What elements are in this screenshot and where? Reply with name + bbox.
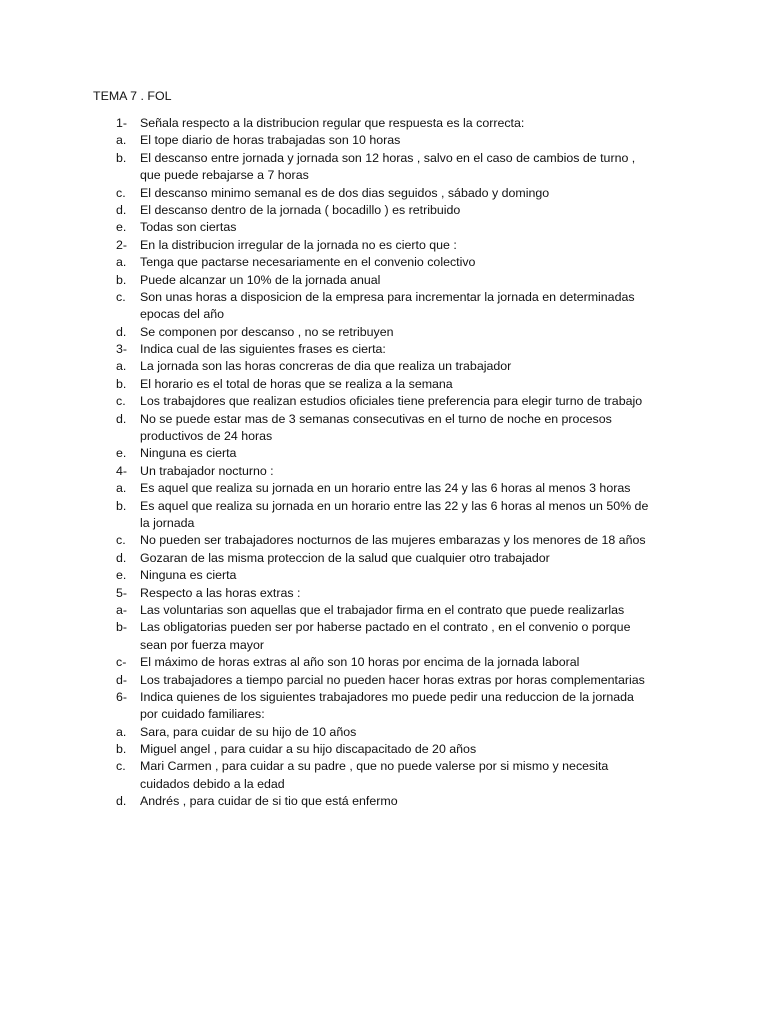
list-item bbox=[0, 341, 768, 358]
item-text: En la distribucion irregular de la jornada no es cierto que : bbox=[140, 237, 457, 252]
list-item bbox=[0, 724, 768, 741]
list-item bbox=[0, 237, 768, 254]
list-item bbox=[0, 254, 768, 271]
item-marker: 4- bbox=[116, 463, 128, 478]
item-text: por cuidado familiares: bbox=[140, 707, 265, 722]
item-marker: c. bbox=[116, 533, 126, 548]
list-item bbox=[0, 793, 768, 810]
item-text: Las voluntarias son aquellas que el trabajador firma en el contrato que puede realizarlas bbox=[140, 602, 625, 617]
item-marker: d. bbox=[116, 324, 127, 339]
item-text: Gozaran de las misma proteccion de la salud que cualquier otro trabajador bbox=[140, 550, 550, 565]
list-item-continuation bbox=[0, 167, 768, 184]
item-marker: c. bbox=[116, 185, 126, 200]
list-item bbox=[0, 532, 768, 549]
item-marker: b. bbox=[116, 742, 127, 757]
item-text: El descanso dentro de la jornada ( bocadillo ) es retribuido bbox=[140, 202, 461, 217]
item-text: Los trabajdores que realizan estudios oficiales tiene preferencia para elegir turno de trabajo bbox=[140, 394, 643, 409]
list-item-continuation bbox=[0, 706, 768, 723]
item-text: El máximo de horas extras al año son 10 horas por encima de la jornada laboral bbox=[140, 655, 580, 670]
list-item bbox=[0, 602, 768, 619]
item-text: La jornada son las horas concreras de dia que realiza un trabajador bbox=[140, 359, 512, 374]
list-item-continuation bbox=[0, 637, 768, 654]
item-text: Andrés , para cuidar de si tio que está enfermo bbox=[140, 794, 398, 809]
item-marker: c. bbox=[116, 289, 126, 304]
item-marker: b. bbox=[116, 498, 127, 513]
list-item bbox=[0, 550, 768, 567]
item-marker: 3- bbox=[116, 342, 128, 357]
list-item bbox=[0, 619, 768, 636]
item-marker: b- bbox=[116, 620, 128, 635]
item-marker: 6- bbox=[116, 689, 128, 704]
item-marker: c. bbox=[116, 394, 126, 409]
item-text: Un trabajador nocturno : bbox=[140, 463, 274, 478]
item-text: Puede alcanzar un 10% de la jornada anual bbox=[140, 272, 381, 287]
list-item bbox=[0, 480, 768, 497]
item-text: No pueden ser trabajadores nocturnos de las mujeres embarazas y los menores de 18 años bbox=[140, 533, 646, 548]
item-text: Se componen por descanso , no se retribuyen bbox=[140, 324, 394, 339]
list-item bbox=[0, 219, 768, 236]
item-text: Sara, para cuidar de su hijo de 10 años bbox=[140, 724, 357, 739]
list-item bbox=[0, 463, 768, 480]
list-item bbox=[0, 202, 768, 219]
item-marker: a. bbox=[116, 724, 127, 739]
list-item-continuation bbox=[0, 428, 768, 445]
item-marker: a. bbox=[116, 133, 127, 148]
item-text: Miguel angel , para cuidar a su hijo discapacitado de 20 años bbox=[140, 742, 477, 757]
item-marker: a- bbox=[116, 602, 128, 617]
item-marker: a. bbox=[116, 359, 127, 374]
document-title: TEMA 7 . FOL bbox=[93, 89, 172, 103]
item-text: Todas son ciertas bbox=[140, 220, 237, 235]
item-marker: e. bbox=[116, 446, 127, 461]
list-item bbox=[0, 272, 768, 289]
item-marker: a. bbox=[116, 481, 127, 496]
item-text: Ninguna es cierta bbox=[140, 446, 237, 461]
item-marker: e. bbox=[116, 568, 127, 583]
item-marker: 5- bbox=[116, 585, 128, 600]
item-text: Indica cual de las siguientes frases es cierta: bbox=[140, 342, 386, 357]
item-text: que puede rebajarse a 7 horas bbox=[140, 168, 309, 183]
item-marker: d. bbox=[116, 202, 127, 217]
list-item bbox=[0, 115, 768, 132]
item-text: El horario es el total de horas que se realiza a la semana bbox=[140, 376, 453, 391]
item-marker: c- bbox=[116, 655, 127, 670]
item-marker: d. bbox=[116, 550, 127, 565]
list-item bbox=[0, 411, 768, 428]
list-item bbox=[0, 741, 768, 758]
list-item bbox=[0, 567, 768, 584]
item-text: El descanso entre jornada y jornada son 12 horas , salvo en el caso de cambios de turno , bbox=[140, 150, 636, 165]
item-marker: d- bbox=[116, 672, 128, 687]
item-marker: e. bbox=[116, 220, 127, 235]
item-marker: d. bbox=[116, 411, 127, 426]
item-text: epocas del año bbox=[140, 307, 225, 322]
item-marker: d. bbox=[116, 794, 127, 809]
item-text: No se puede estar mas de 3 semanas consecutivas en el turno de noche en procesos bbox=[140, 411, 612, 426]
item-text: El descanso minimo semanal es de dos dias seguidos , sábado y domingo bbox=[140, 185, 550, 200]
item-marker: c. bbox=[116, 759, 126, 774]
list-item-continuation bbox=[0, 776, 768, 793]
list-item bbox=[0, 654, 768, 671]
item-marker: b. bbox=[116, 376, 127, 391]
list-item bbox=[0, 393, 768, 410]
item-text: Señala respecto a la distribucion regular que respuesta es la correcta: bbox=[140, 116, 525, 130]
item-text: Mari Carmen , para cuidar a su padre , que no puede valerse por si mismo y necesita bbox=[140, 759, 609, 774]
item-text: productivos de 24 horas bbox=[140, 429, 273, 444]
list-item bbox=[0, 376, 768, 393]
list-item bbox=[0, 758, 768, 775]
item-text: la jornada bbox=[140, 515, 195, 530]
list-item-continuation bbox=[0, 515, 768, 532]
item-text: Tenga que pactarse necesariamente en el convenio colectivo bbox=[140, 255, 476, 270]
item-marker: a. bbox=[116, 255, 127, 270]
item-marker: 1- bbox=[116, 116, 128, 130]
list-item bbox=[0, 585, 768, 602]
list-item bbox=[0, 358, 768, 375]
item-text: sean por fuerza mayor bbox=[140, 637, 264, 652]
item-text: Respecto a las horas extras : bbox=[140, 585, 301, 600]
item-text: Los trabajadores a tiempo parcial no pueden hacer horas extras por horas complementarias bbox=[140, 672, 645, 687]
list-item bbox=[0, 672, 768, 689]
item-text: Indica quienes de los siguientes trabajadores mo puede pedir una reduccion de la jornada bbox=[140, 689, 634, 704]
question-list bbox=[0, 115, 768, 811]
item-marker: b. bbox=[116, 150, 127, 165]
list-item bbox=[0, 689, 768, 706]
item-marker: b. bbox=[116, 272, 127, 287]
item-text: Las obligatorias pueden ser por haberse pactado en el contrato , en el convenio o porque bbox=[140, 620, 631, 635]
item-marker: 2- bbox=[116, 237, 128, 252]
list-item bbox=[0, 445, 768, 462]
list-item-continuation bbox=[0, 306, 768, 323]
list-item bbox=[0, 150, 768, 167]
list-item bbox=[0, 324, 768, 341]
list-item bbox=[0, 289, 768, 306]
item-text: Es aquel que realiza su jornada en un horario entre las 24 y las 6 horas al menos 3 horas bbox=[140, 481, 631, 496]
list-item bbox=[0, 498, 768, 515]
item-text: El tope diario de horas trabajadas son 10 horas bbox=[140, 133, 401, 148]
list-item bbox=[0, 185, 768, 202]
item-text: Es aquel que realiza su jornada en un horario entre las 22 y las 6 horas al menos un 50% de bbox=[140, 498, 649, 513]
item-text: Ninguna es cierta bbox=[140, 568, 237, 583]
item-text: cuidados debido a la edad bbox=[140, 776, 285, 791]
item-text: Son unas horas a disposicion de la empresa para incrementar la jornada en determinadas bbox=[140, 289, 635, 304]
list-item bbox=[0, 132, 768, 149]
